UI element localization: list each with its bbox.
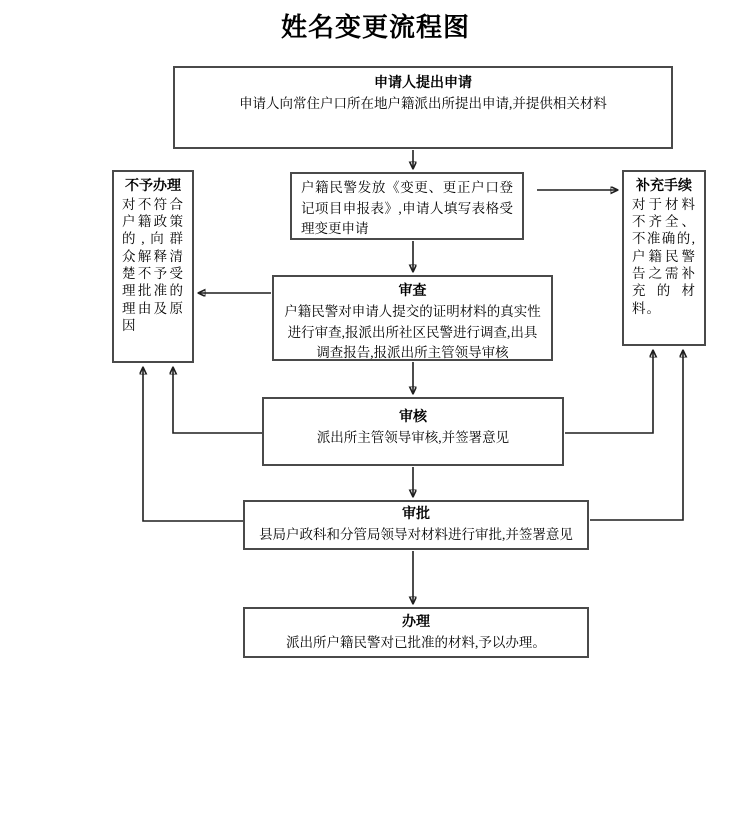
flow-box-verify [262, 397, 564, 466]
flow-box-apply [173, 66, 673, 149]
flow-box-review-body: 户籍民警对申请人提交的证明材料的真实性进行审查,报派出所社区民警进行调查,出具调查报告,报派出所主管领导审核 [284, 304, 541, 361]
flow-box-approve-body: 县局户政科和分管局领导对材料进行审批,并签署意见 [259, 527, 573, 542]
flow-box-verify-title: 审核 [399, 410, 427, 425]
connector-verify-to-reject-arrow [173, 368, 262, 433]
flow-box-form-body: 户籍民警发放《变更、更正户口登记项目申报表》,申请人填写表格受理变更申请 [301, 180, 513, 237]
flow-box-handle-title: 办理 [402, 615, 430, 630]
flow-box-supplement [622, 170, 706, 346]
flow-box-reject-body: 对不符合户籍政策的,向群众解释清楚不予受理批准的理由及原因 [122, 196, 184, 333]
flow-box-supplement-body: 对于材料不齐全、不准确的,户籍民警告之需补充的材料。 [632, 196, 696, 316]
flow-box-reject-title: 不予办理 [125, 179, 181, 194]
flow-box-approve-title: 审批 [402, 507, 430, 522]
page-title: 姓名变更流程图 [280, 13, 470, 42]
connector-verify-to-supplement-arrow [565, 351, 653, 433]
flow-box-form [290, 172, 524, 240]
flow-box-verify-body: 派出所主管领导审核,并签署意见 [316, 430, 510, 445]
flow-box-review-title: 审查 [398, 284, 427, 299]
flow-box-handle-body: 派出所户籍民警对已批准的材料,予以办理。 [286, 635, 546, 650]
connector-approve-to-supplement-arrow [590, 351, 683, 520]
flow-box-review [272, 275, 553, 361]
flow-box-supplement-title: 补充手续 [636, 179, 692, 194]
flow-box-approve [243, 500, 589, 550]
flow-box-handle [243, 607, 589, 658]
flow-box-apply-title: 申请人提出申请 [374, 76, 472, 91]
flow-box-apply-body: 申请人向常住户口所在地户籍派出所提出申请,并提供相关材料 [239, 96, 607, 111]
connector-approve-to-reject-arrow [143, 368, 243, 521]
flow-box-reject [112, 170, 194, 363]
